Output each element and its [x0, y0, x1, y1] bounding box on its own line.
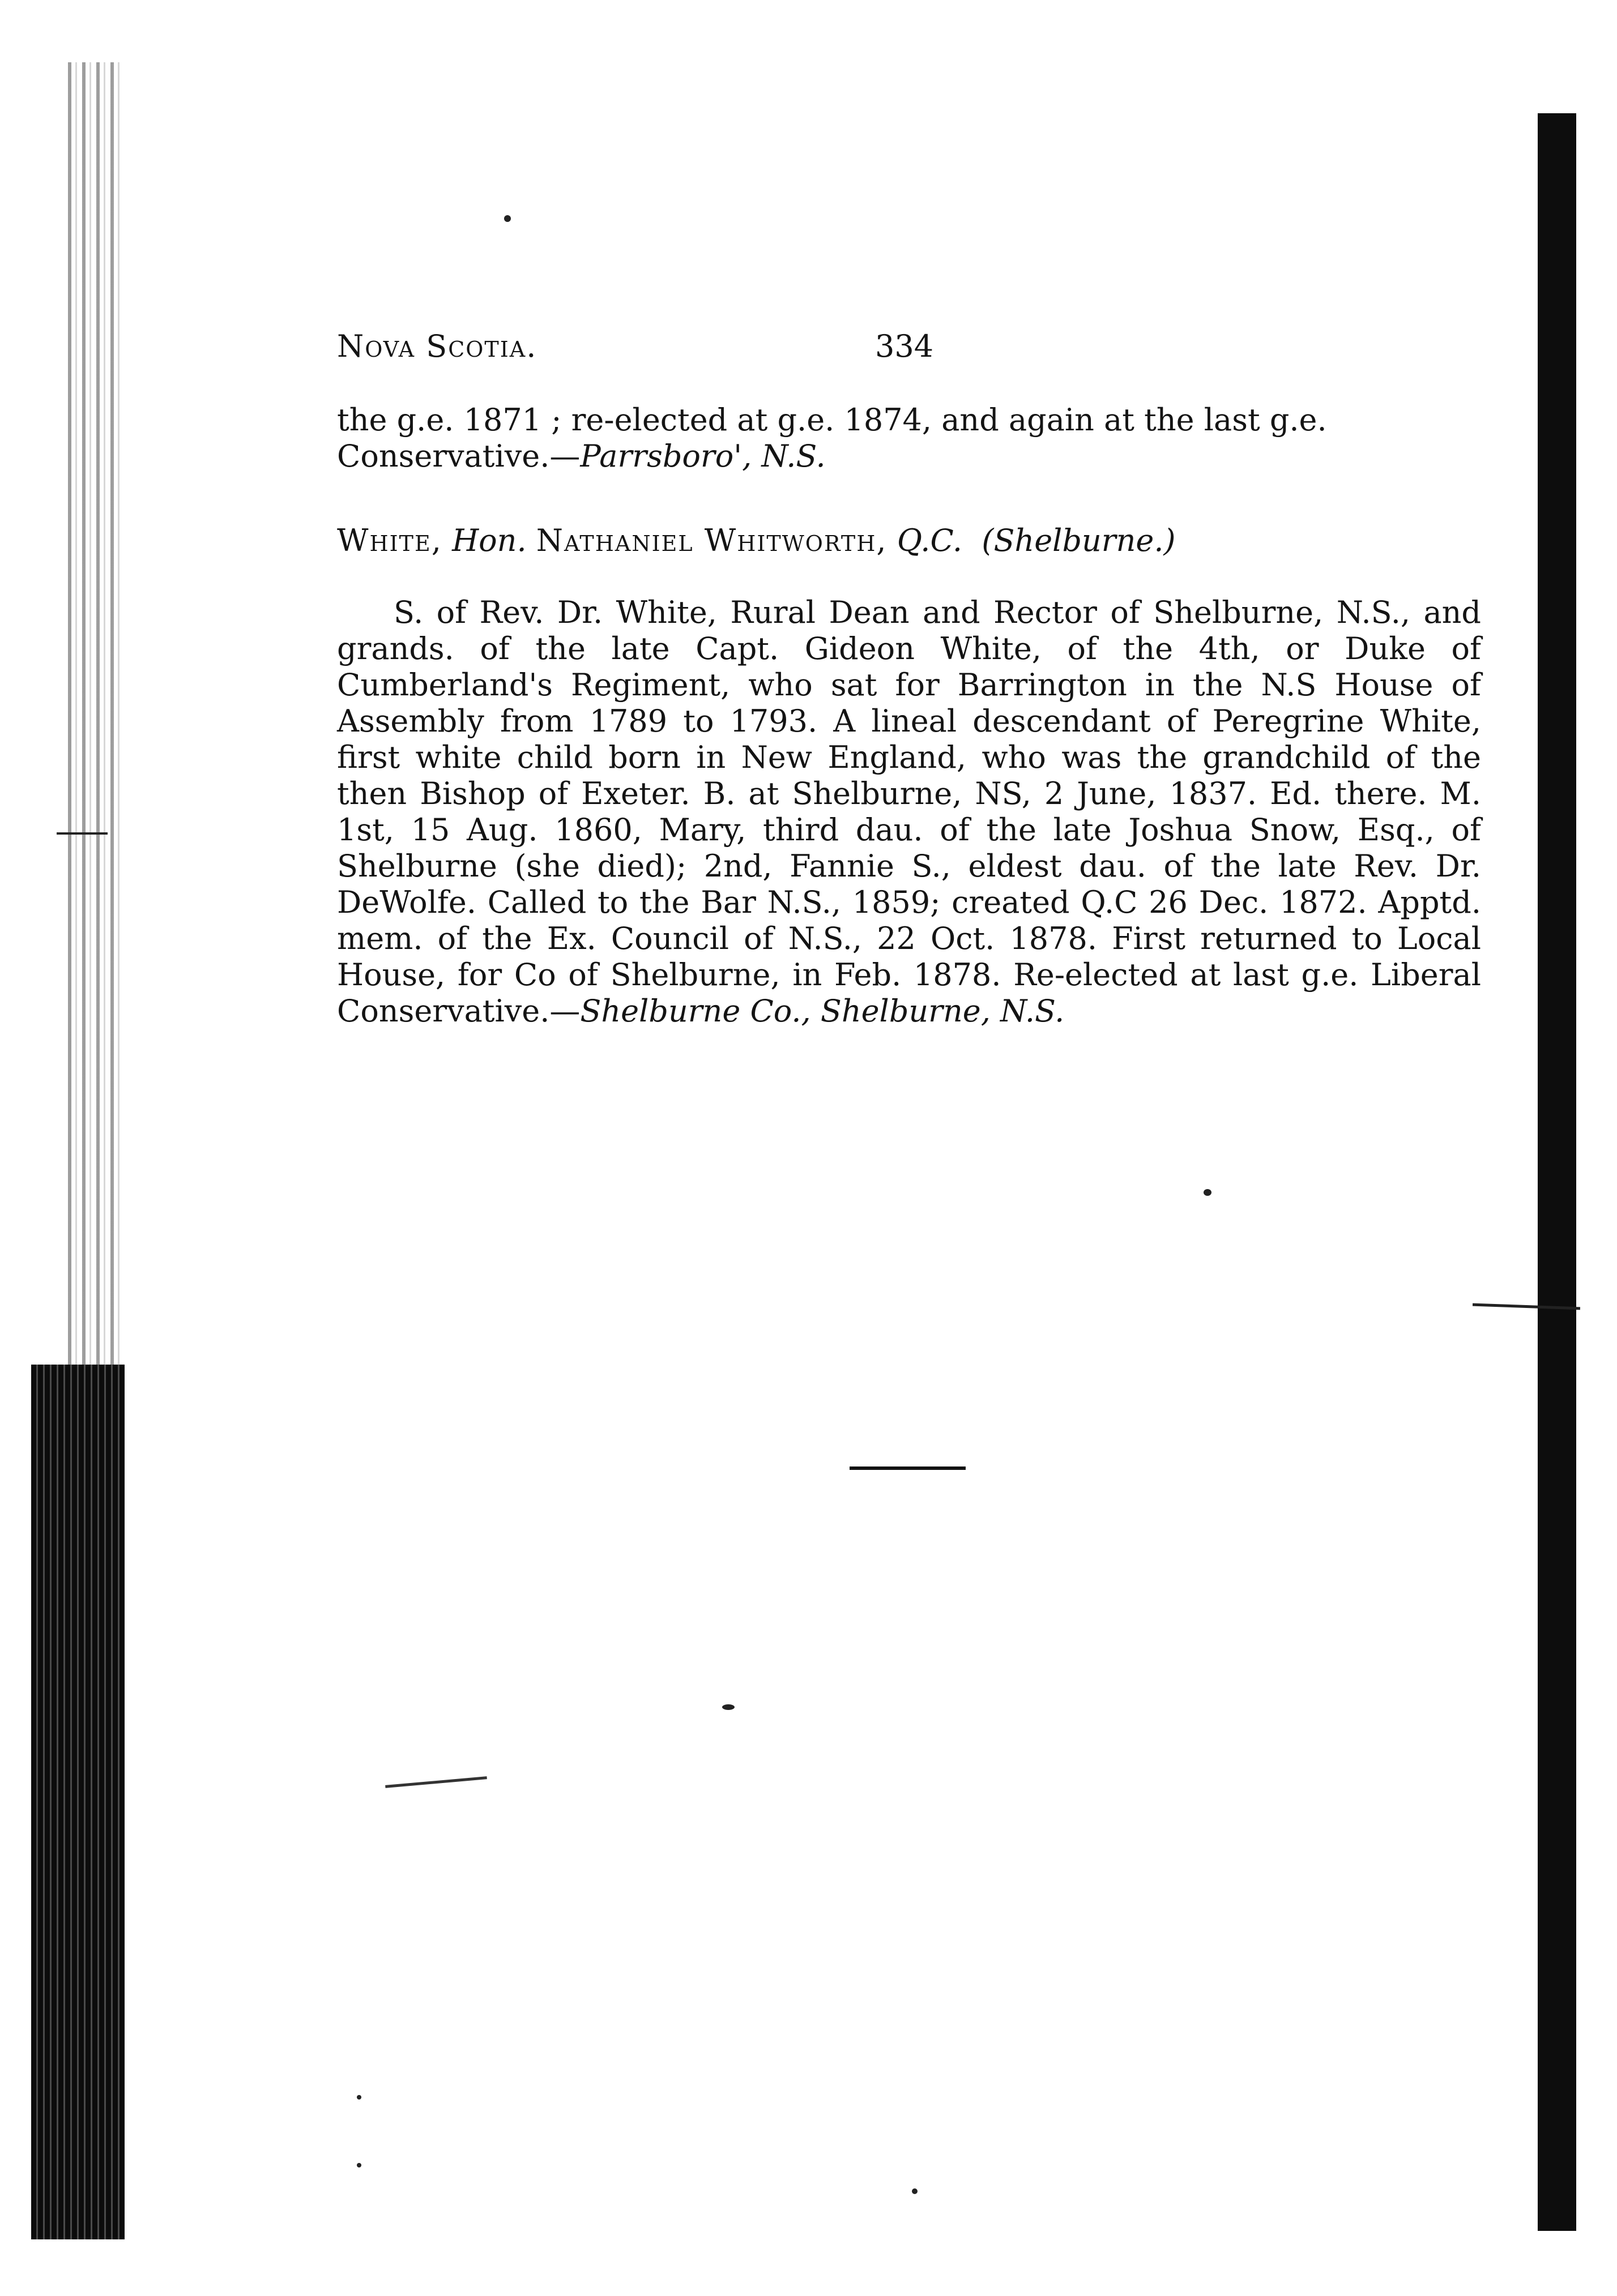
- stray-mark: [385, 1776, 487, 1788]
- entry-biography: [337, 595, 1481, 1029]
- biography-text: S. of Rev. Dr. White, Rural Dean and Rector of Shelburne, N.S., and grands. of the late Capt. Gideon White, of the 4th, or Duke of Cumberland's Regiment, who sat for Barrington in the N.S House of Assembly from 1789 to 1793. A lineal descendant of Peregrine White, first white child born in New England, who was the grandchild of the then Bishop of Exeter. B. at Shelburne, NS, 2 June, 1837. Ed. there. M. 1st, 15 Aug. 1860, Mary, third dau. of the late Joshua Snow, Esq., of Shelburne (she died); 2nd, Fannie S., eldest dau. of the late Rev. Dr. DeWolfe. Called to the Bar N.S., 1859; created Q.C 26 Dec. 1872. Apptd. mem. of the Ex. Council of N.S., 22 Oct. 1878. First returned to Local House, for Co of Shelburne, in Feb. 1878. Re-elected at last g.e. Liberal Conservative.—: [337, 595, 1481, 1029]
- biography-address: Shelburne Co., Shelburne, N.S.: [580, 993, 1065, 1029]
- continued-place: Parrsboro', N.S.: [580, 438, 826, 474]
- scan-edge-left-dark: [31, 1365, 125, 2239]
- continued-entry: [337, 402, 1481, 474]
- page-header: [337, 328, 1492, 374]
- biography-paragraph: [337, 595, 1481, 1029]
- entry-surname: White,: [337, 523, 442, 558]
- entry-title: Hon.: [452, 523, 527, 558]
- entry-honour: Q.C.: [897, 523, 963, 558]
- entry-constituency: (Shelburne.): [982, 523, 1176, 558]
- scan-speck: [722, 1704, 735, 1710]
- section-rule: [850, 1466, 966, 1470]
- scan-speck: [1204, 1189, 1211, 1196]
- entry-given-names: Nathaniel Whitworth,: [536, 523, 888, 558]
- page-number: 334: [875, 328, 934, 364]
- continued-line-2: [337, 438, 1481, 474]
- scan-speck: [357, 2163, 361, 2167]
- scan-speck: [504, 215, 511, 222]
- scan-edge-right: [1538, 113, 1576, 2231]
- running-head: Nova Scotia.: [337, 328, 537, 364]
- scan-speck: [912, 2188, 918, 2194]
- entry-heading: [337, 521, 1492, 561]
- continued-line-1: the g.e. 1871 ; re-elected at g.e. 1874, and again at the last g.e.: [337, 402, 1327, 438]
- continued-text: Conservative.—: [337, 438, 581, 474]
- scan-mark: [57, 832, 108, 835]
- scan-speck: [357, 2095, 361, 2100]
